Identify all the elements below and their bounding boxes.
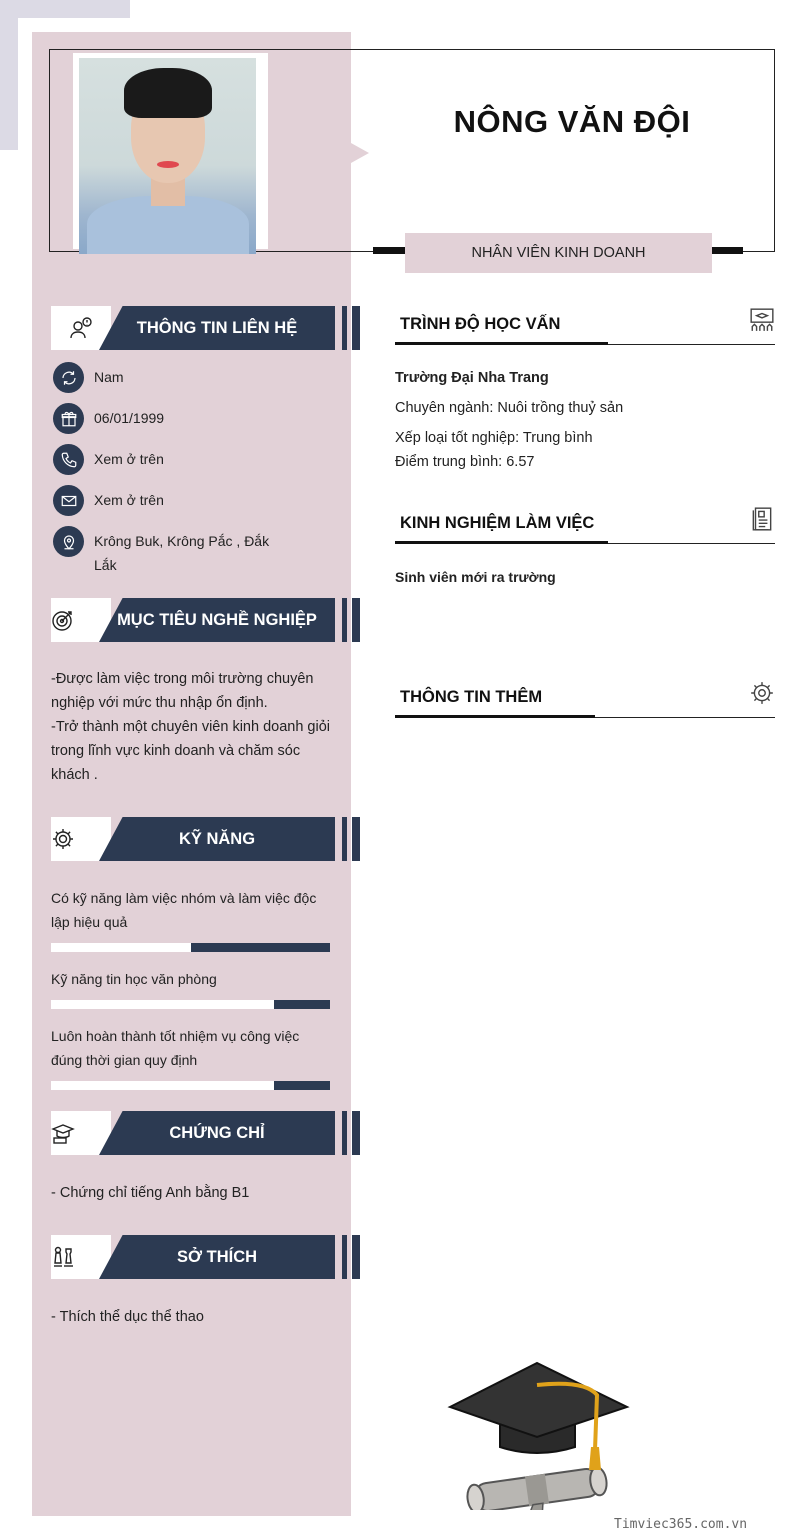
objective-section-header [51, 598, 360, 642]
watermark: Timviec365.com.vn [614, 1517, 748, 1532]
contact-info-icon [69, 316, 93, 340]
address-row [53, 526, 274, 577]
gear-icon [749, 680, 775, 706]
section-title: TRÌNH ĐỘ HỌC VẤN [400, 315, 561, 333]
certificates-section-header [51, 1111, 360, 1155]
phone-row [53, 444, 274, 475]
candidate-name: NÔNG VĂN ĐỘI [453, 104, 691, 139]
graduation-cap-illustration [445, 1355, 630, 1510]
experience-text: Sinh viên mới ra trường [395, 569, 556, 585]
skill-bar [51, 1081, 330, 1090]
phone-value: Xem ở trên [94, 451, 164, 467]
additional-section-header [395, 678, 775, 718]
email-row [53, 485, 274, 516]
section-title: THÔNG TIN THÊM [400, 688, 543, 706]
arrow-decoration [351, 143, 369, 163]
objective-line: -Trở thành một chuyên viên kinh doanh giỏi trong lĩnh vực kinh doanh và chăm sóc khách . [51, 719, 330, 783]
section-title: KINH NGHIỆM LÀM VIỆC [400, 514, 595, 532]
birthday-row [53, 403, 274, 434]
document-icon [749, 506, 775, 532]
certificate-text: - Chứng chỉ tiếng Anh bằng B1 [51, 1185, 250, 1201]
section-title: THÔNG TIN LIÊN HỆ [136, 318, 298, 337]
contact-section-header [51, 306, 360, 350]
education-section-header [395, 305, 775, 345]
graduation-rank: Xếp loại tốt nghiệp: Trung bình [395, 430, 593, 446]
skill-bar [51, 943, 330, 952]
divider [710, 247, 743, 254]
location-icon [53, 526, 84, 557]
skill-name: Luôn hoàn thành tốt nhiệm vụ công việc đúng thời gian quy định [51, 1028, 300, 1068]
divider [373, 247, 407, 254]
gear-icon [51, 827, 75, 851]
target-icon [51, 608, 75, 632]
hobbies-section-header [51, 1235, 360, 1279]
email-value: Xem ở trên [94, 492, 164, 508]
objective-line: -Được làm việc trong môi trường chuyên nghiệp với mức thu nhập ổn định. [51, 671, 314, 711]
skills-section-header [51, 817, 360, 861]
email-icon [53, 485, 84, 516]
gift-icon [53, 403, 84, 434]
chess-icon [51, 1245, 75, 1269]
gender-icon [53, 362, 84, 393]
section-title: KỸ NĂNG [178, 829, 256, 848]
phone-icon [53, 444, 84, 475]
section-title: SỞ THÍCH [176, 1247, 258, 1266]
school-icon [749, 307, 775, 333]
address-value: Krông Buk, Krông Pắc , Đắk Lắk [94, 533, 270, 573]
school-name: Trường Đại Nha Trang [395, 370, 549, 386]
certificate-icon [51, 1121, 75, 1145]
skill-name: Kỹ năng tin học văn phòng [51, 971, 217, 987]
job-title: NHÂN VIÊN KINH DOANH [405, 233, 712, 273]
avatar [73, 53, 268, 249]
skill-name: Có kỹ năng làm việc nhóm và làm việc độc lập hiệu quả [51, 890, 317, 930]
gender-row [53, 362, 274, 393]
gpa: Điểm trung bình: 6.57 [395, 454, 535, 470]
section-title: CHỨNG CHỈ [169, 1123, 265, 1142]
birthday-value: 06/01/1999 [94, 410, 165, 426]
objective-text [51, 667, 341, 787]
section-title: MỤC TIÊU NGHỀ NGHIỆP [117, 610, 317, 629]
major: Chuyên ngành: Nuôi trồng thuỷ sản [395, 400, 624, 416]
gender-value: Nam [94, 369, 124, 385]
skill-bar [51, 1000, 330, 1009]
experience-section-header [395, 504, 775, 544]
hobby-text: - Thích thể dục thể thao [51, 1309, 204, 1325]
